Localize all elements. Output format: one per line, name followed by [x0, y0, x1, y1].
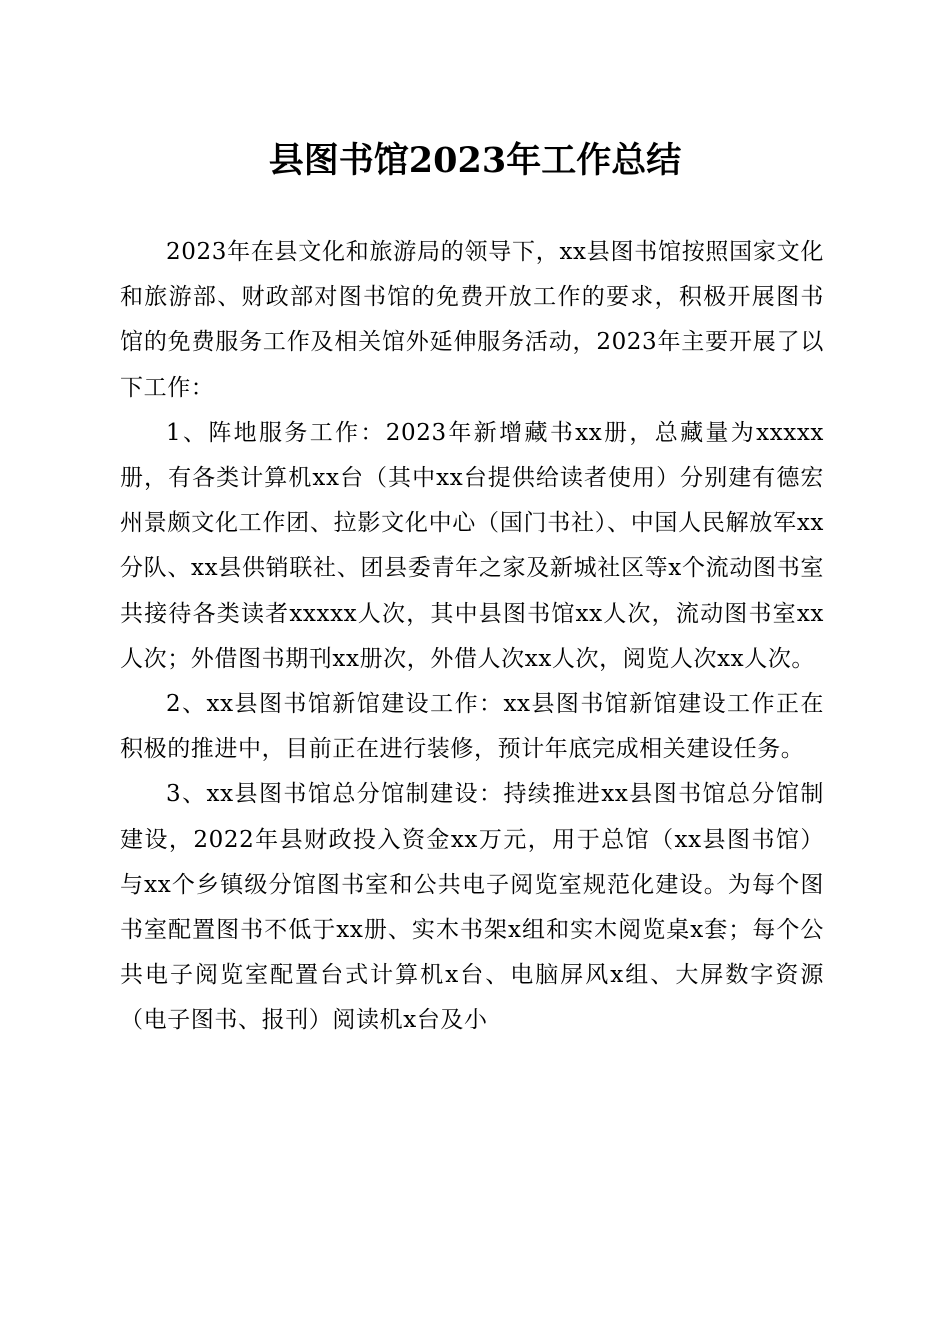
paragraph-1-onsite-service: 1、阵地服务工作：2023年新增藏书xx册，总藏量为xxxxx册，有各类计算机xx台（其中xx台提供给读者使用）分别建有德宏州景颇文化工作团、拉影文化中心（国门书社）、中国人民解放军xx分队、xx县供销联社、团县委青年之家及新城社区等x个流动图书室共接待各类读者xxxxx人次，其中县图书馆xx人次，流动图书室xx人次；外借图书期刊xx册次，外借人次xx人次，阅览人次xx人次。	[120, 419, 824, 672]
paragraph-3-branch-system: 3、xx县图书馆总分馆制建设：持续推进xx县图书馆总分馆制建设，2022年县财政投入资金xx万元，用于总馆（xx县图书馆）与xx个乡镇级分馆图书室和公共电子阅览室规范化建设。为每个图书室配置图书不低于xx册、实木书架x组和实木阅览桌x套；每个公共电子阅览室配置台式计算机x台、电脑屏风x组、大屏数字资源（电子图书、报刊）阅读机x台及小	[120, 781, 824, 1034]
document-body	[120, 230, 824, 1044]
intro-paragraph: 2023年在县文化和旅游局的领导下，xx县图书馆按照国家文化和旅游部、财政部对图书馆的免费开放工作的要求，积极开展图书馆的免费服务工作及相关馆外延伸服务活动，2023年主要开展了以下工作：	[120, 239, 824, 401]
paragraph-2-new-library-construction: 2、xx县图书馆新馆建设工作：xx县图书馆新馆建设工作正在积极的推进中，目前正在进行装修，预计年底完成相关建设任务。	[120, 691, 824, 763]
document-title: 县图书馆2023年工作总结	[268, 140, 682, 181]
